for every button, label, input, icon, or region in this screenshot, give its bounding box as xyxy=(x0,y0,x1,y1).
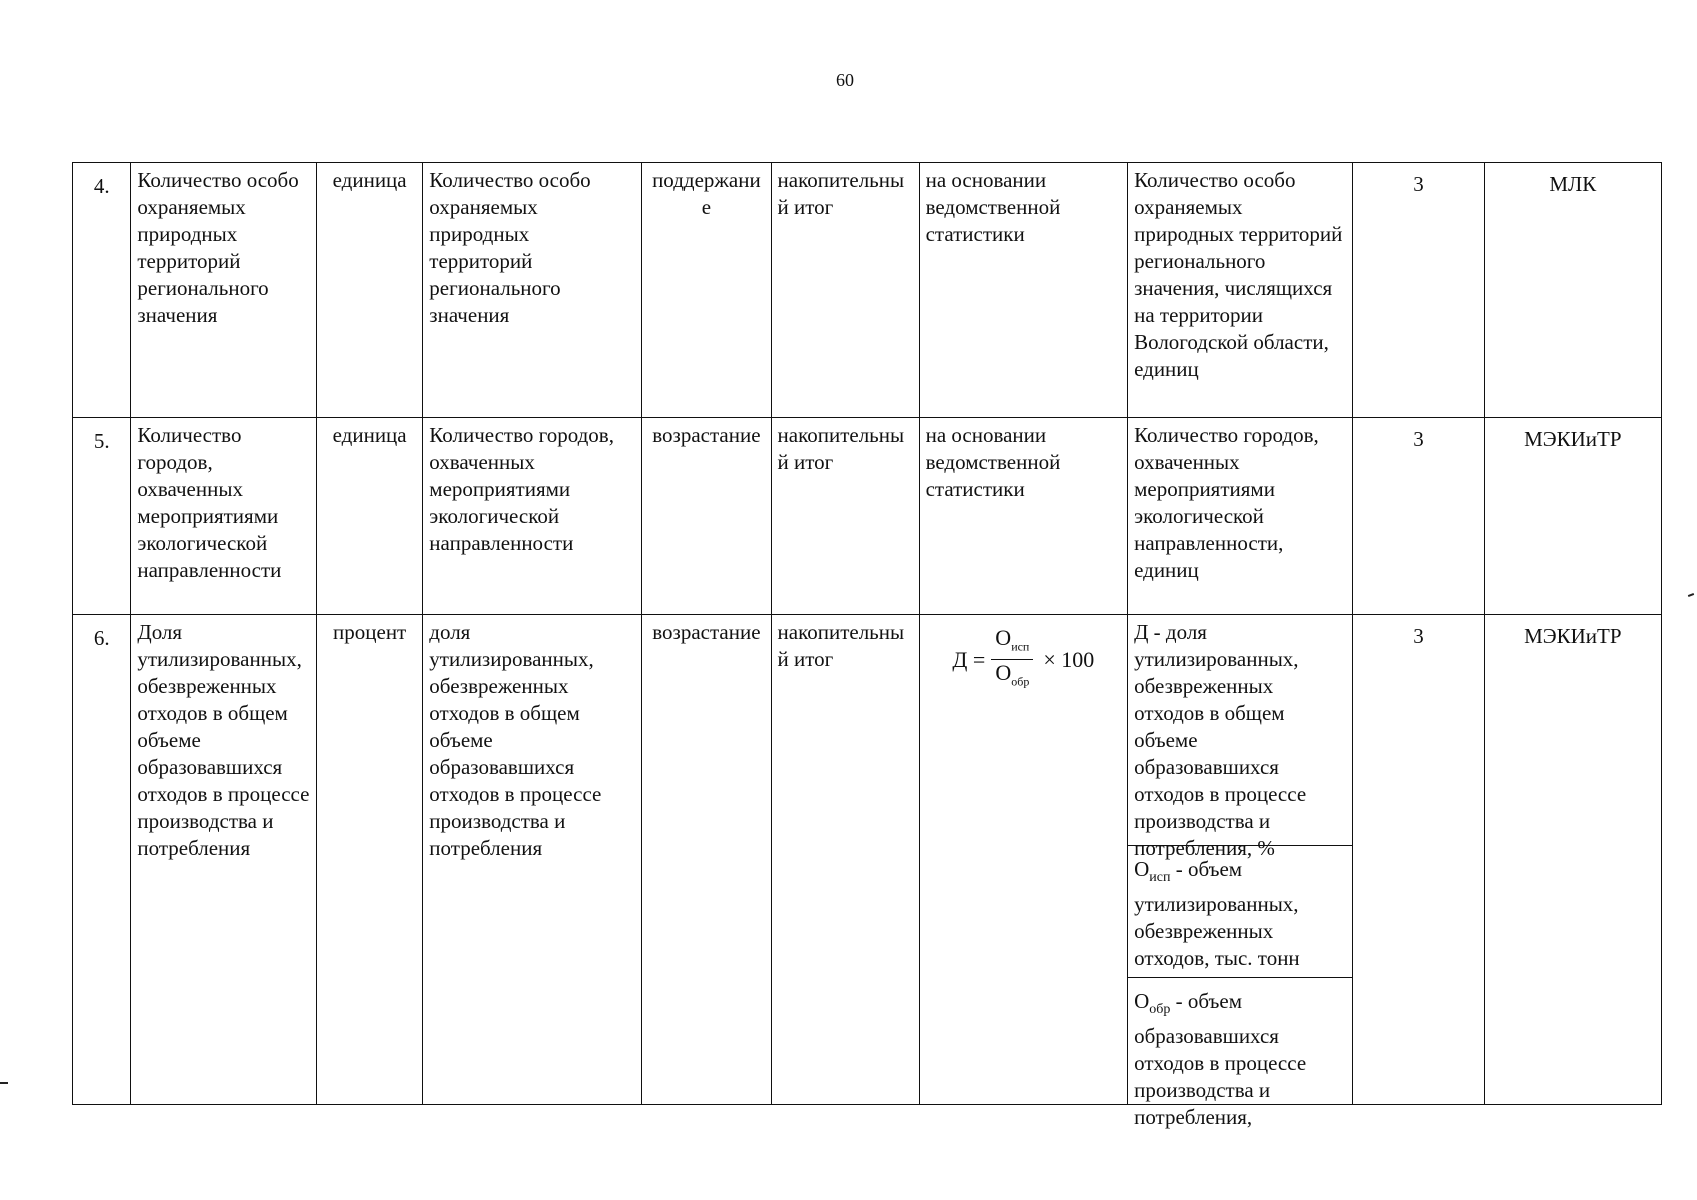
unit-cell: единица xyxy=(316,163,422,418)
formula xyxy=(926,625,1122,695)
row-number: 6. xyxy=(73,615,131,1105)
table-row xyxy=(73,163,1662,418)
indicator-description xyxy=(1128,615,1353,1130)
indicators-table xyxy=(72,162,1662,1130)
o-isp-sub: исп xyxy=(1149,870,1171,886)
indicator-name: Доля утилизированных, обезвреженных отходов в общем объеме образовавшихся отходов в процессе производства и потребления xyxy=(131,615,317,1105)
formula-fraction xyxy=(991,625,1033,695)
indicator-description: Количество особо охраняемых природных территорий регионального значения, числящихся на территории Вологодской области, единиц xyxy=(1128,163,1353,418)
definition-cell: доля утилизированных, обезвреженных отходов в общем объеме образовавшихся отходов в процессе производства и потребления xyxy=(423,615,642,1105)
page-number: 60 xyxy=(836,70,854,90)
code-cell: 3 xyxy=(1353,615,1484,1105)
responsible-cell: МЛК xyxy=(1484,163,1661,418)
trend-cell: возрастание xyxy=(642,418,771,615)
method-cell: на основании ведомственной статистики xyxy=(919,418,1128,615)
definition-cell: Количество городов, охваченных мероприятиями экологической направленности xyxy=(423,418,642,615)
method-cell: на основании ведомственной статистики xyxy=(919,163,1128,418)
responsible-cell: МЭКИиТР xyxy=(1484,418,1661,615)
table-row xyxy=(73,615,1662,1105)
responsible-cell: МЭКИиТР xyxy=(1484,615,1661,1105)
code-cell: 3 xyxy=(1353,418,1484,615)
o-obr-sub: обр xyxy=(1149,1002,1171,1018)
formula-numerator xyxy=(991,625,1033,660)
formula-lhs: Д = xyxy=(952,647,986,673)
denominator-sub: обр xyxy=(1011,674,1030,689)
row-number: 5. xyxy=(73,418,131,615)
unit-cell: единица xyxy=(316,418,422,615)
accumulation-cell: накопительный итог xyxy=(771,163,919,418)
scan-edge-mark-right xyxy=(1688,593,1694,597)
accumulation-cell: накопительный итог xyxy=(771,418,919,615)
indicator-description: Количество городов, охваченных мероприятиями экологической направленности, единиц xyxy=(1128,418,1353,615)
table-row xyxy=(73,418,1662,615)
unit-cell: процент xyxy=(316,615,422,1105)
o-obr-text: - объем образовавшихся отходов в процессе производства и потребления, xyxy=(1134,989,1307,1130)
indicator-d: Д - доля утилизированных, обезвреженных отходов в общем объеме образовавшихся отходов в процессе производства и потребления, % xyxy=(1134,620,1307,860)
numerator-sub: исп xyxy=(1011,639,1030,654)
denominator-base: О xyxy=(995,660,1012,686)
o-obr-base: О xyxy=(1134,989,1150,1013)
trend-cell: поддержание xyxy=(642,163,771,418)
definition-cell: Количество особо охраняемых природных территорий регионального значения xyxy=(423,163,642,418)
indicator-o-obr xyxy=(1128,977,1352,1130)
trend-cell: возрастание xyxy=(642,615,771,1105)
code-cell: 3 xyxy=(1353,163,1484,418)
indicator-name: Количество особо охраняемых природных территорий регионального значения xyxy=(131,163,317,418)
formula-cell xyxy=(919,615,1128,1105)
formula-denominator xyxy=(991,660,1033,694)
scan-edge-mark-left xyxy=(0,1082,8,1084)
accumulation-cell: накопительный итог xyxy=(771,615,919,1105)
indicator-subcells xyxy=(1128,615,1352,1130)
o-isp-text: - объем утилизированных, обезвреженных отходов, тыс. тонн xyxy=(1134,857,1300,971)
indicator-name: Количество городов, охваченных мероприятиями экологической направленности xyxy=(131,418,317,615)
row-number: 4. xyxy=(73,163,131,418)
numerator-base: О xyxy=(995,625,1012,650)
formula-rhs: × 100 xyxy=(1043,647,1095,673)
o-isp-base: О xyxy=(1134,857,1150,881)
indicator-o-isp xyxy=(1128,845,1352,977)
